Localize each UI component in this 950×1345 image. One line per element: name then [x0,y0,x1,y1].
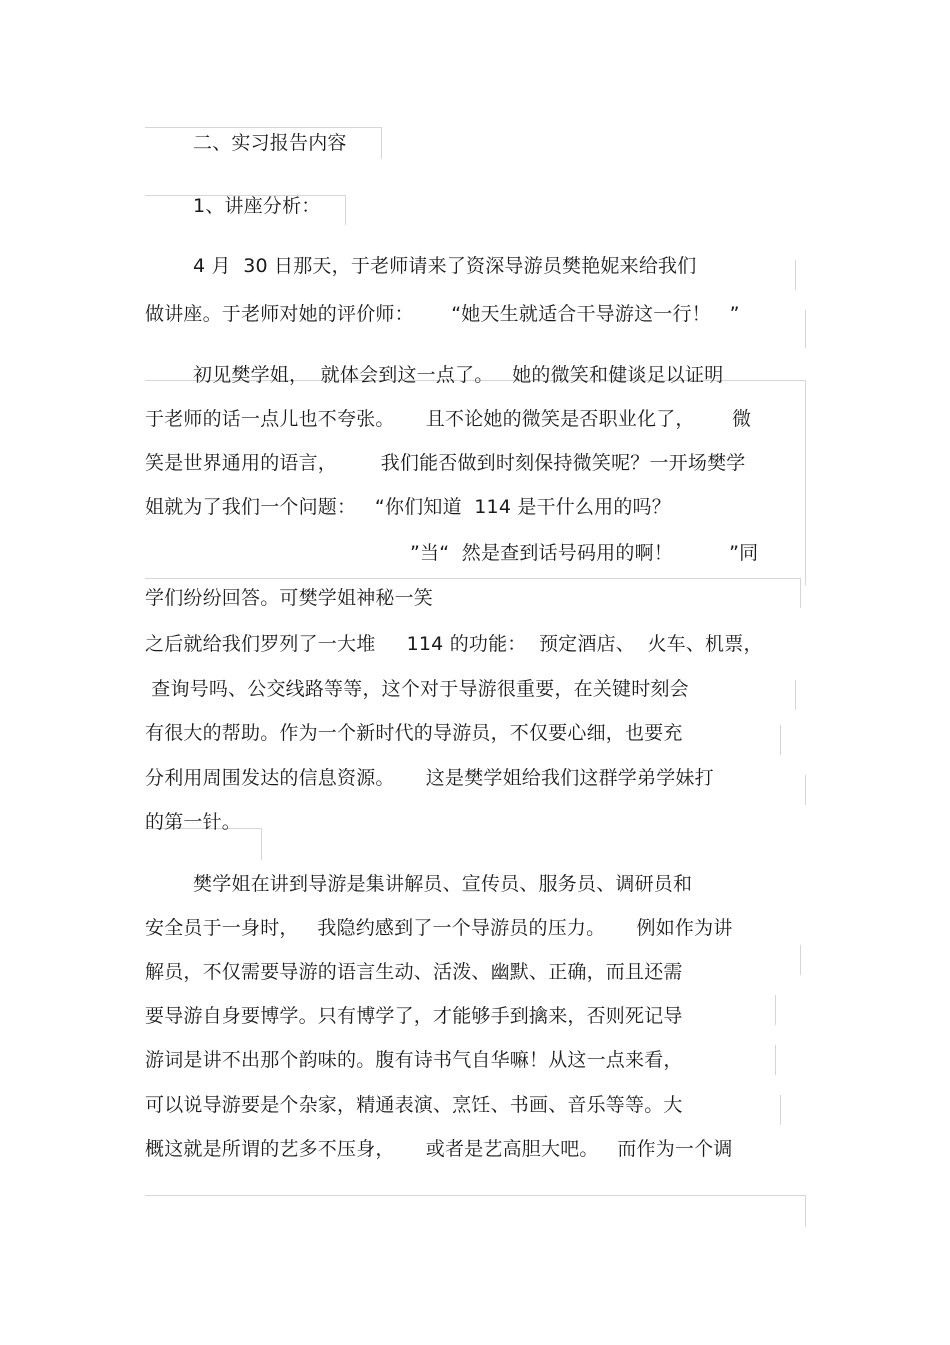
border-line [345,195,346,225]
text-line: 笑是世界通用的语言， 我们能否做到时刻保持微笑呢？一开场樊学 [145,452,746,474]
text-line: 之后就给我们罗列了一大堆 114 的功能： 预定酒店、 火车、机票， [145,633,763,655]
text-line: 做讲座。于老师对她的评价师： “她天生就适合干导游这一行！ ” [145,303,740,325]
text-line: 学们纷纷回答。可樊学姐神秘一笑 [145,587,434,609]
border-line [145,127,381,128]
text-line: ”当“ 然是查到话号码用的啊！ ”同 [410,542,759,564]
border-line [780,1095,781,1125]
text-line: 要导游自身要博学。只有博学了，才能够手到擒来，否则死记导 [145,1005,683,1027]
text-line: 解员，不仅需要导游的语言生动、活泼、幽默、正确，而且还需 [145,961,683,983]
text-line: 4 月 30 日那天，于老师请来了资深导游员樊艳妮来给我们 [193,255,697,277]
subheading: 1、讲座分析： [193,195,321,217]
border-line [805,1195,806,1227]
border-line [795,680,796,710]
border-line [805,775,806,805]
text-line: 查询号吗、公交线路等等，这个对于导游很重要，在关键时刻会 [145,678,689,700]
section-heading: 二、实习报告内容 [193,132,347,154]
border-line [145,578,800,579]
text-line: 于老师的话一点儿也不夸张。 且不论她的微笑是否职业化了， 微 [145,408,752,430]
border-line [795,260,796,290]
border-line [805,380,806,585]
border-line [805,310,806,348]
text-line: 安全员于一身时， 我隐约感到了一个导游员的压力。 例如作为讲 [145,917,733,939]
border-line [780,725,781,755]
border-line [775,995,776,1025]
border-line [145,1195,805,1196]
text-line: 樊学姐在讲到导游是集讲解员、宣传员、服务员、调研员和 [193,873,693,895]
border-line [381,127,382,159]
text-line: 姐就为了我们一个问题： “你们知道 114 是干什么用的吗？ [145,496,671,518]
border-line [775,1045,776,1075]
text-line: 概这就是所谓的艺多不压身， 或者是艺高胆大吧。 而作为一个调 [145,1138,733,1160]
text-line: 可以说导游要是个杂家，精通表演、烹饪、书画、音乐等等。大 [145,1094,683,1116]
border-line [800,945,801,975]
text-line: 有很大的帮助。作为一个新时代的导游员，不仅要心细，也要充 [145,722,683,744]
text-line: 初见樊学姐， 就体会到这一点了。 她的微笑和健谈足以证明 [193,364,724,386]
text-line: 的第一针。 [145,811,242,833]
border-line [261,828,262,860]
text-line: 游词是讲不出那个韵味的。腹有诗书气自华嘛！从这一点来看， [145,1049,683,1071]
border-line [800,578,801,608]
text-line: 分利用周围发达的信息资源。 这是樊学姐给我们这群学弟学妹打 [145,767,714,789]
